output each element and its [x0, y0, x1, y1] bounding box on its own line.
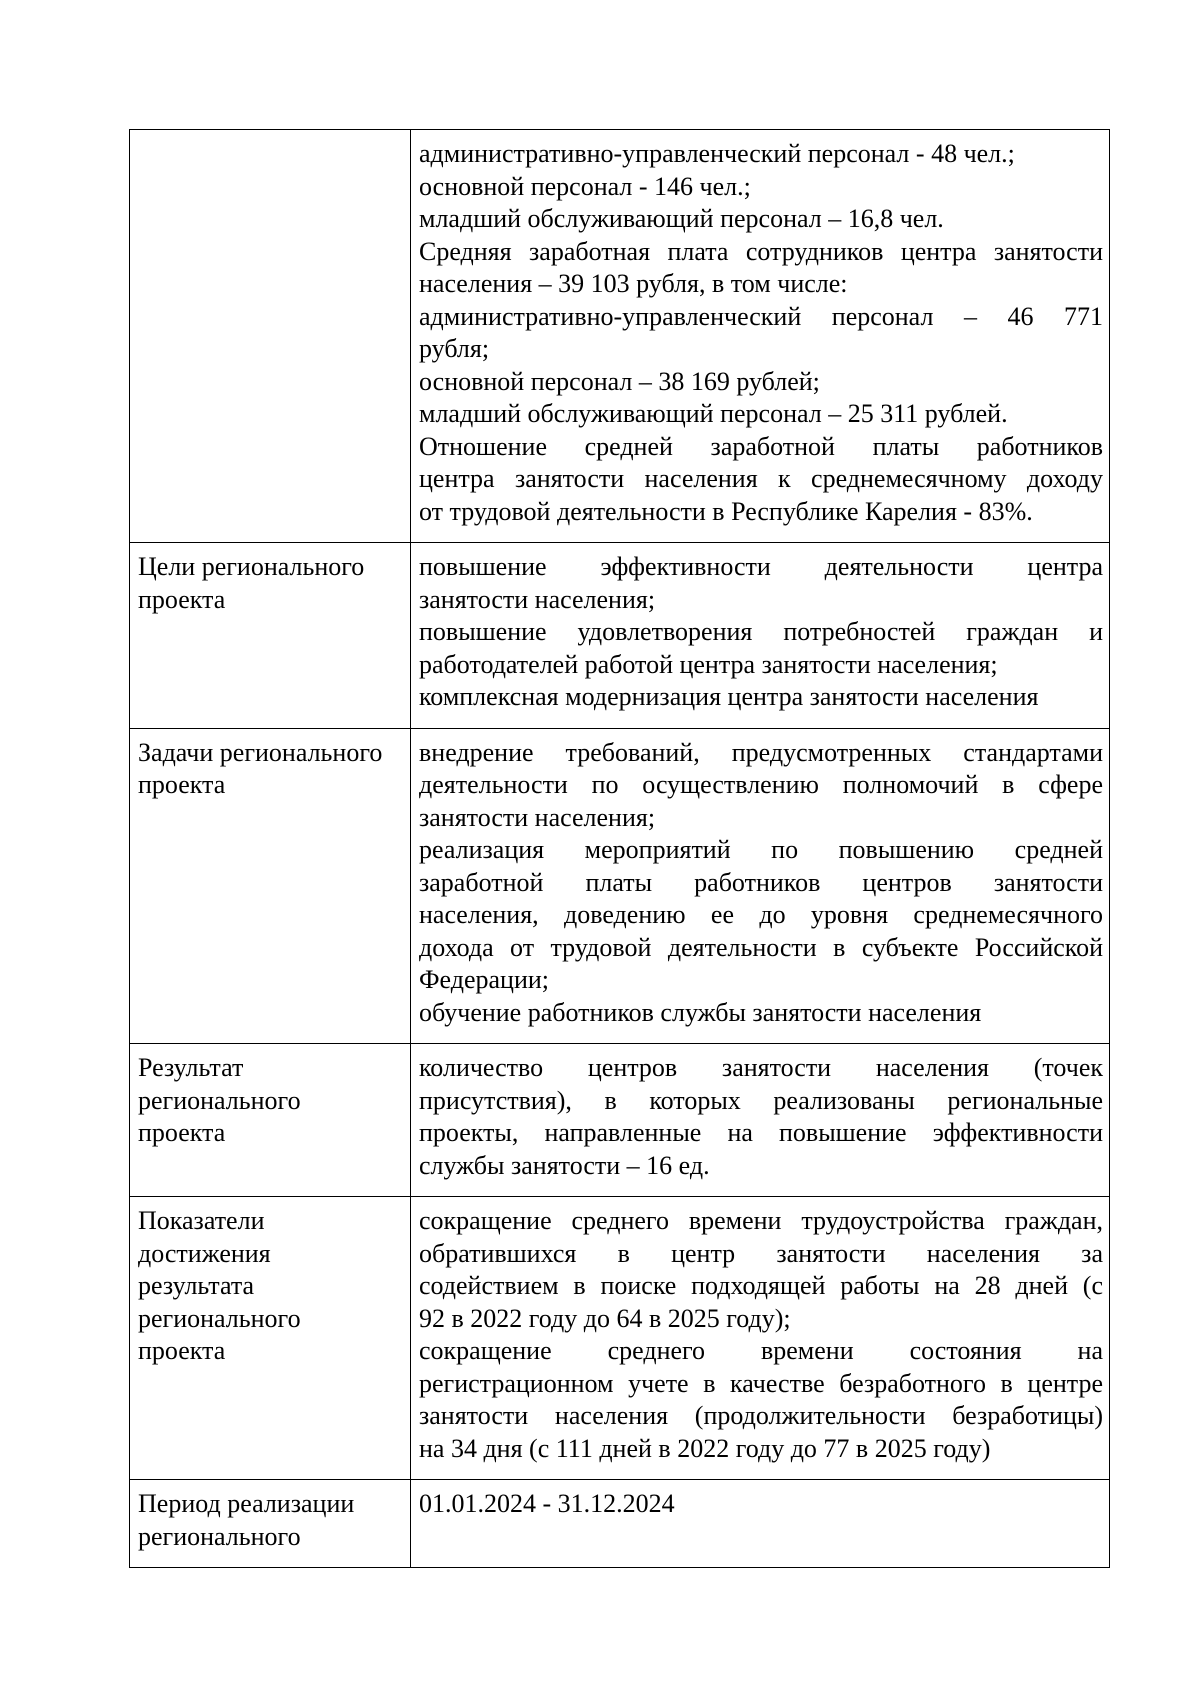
row-content-line: регистрационном учете в качестве безработного в центре	[419, 1368, 1103, 1398]
row-content-cell	[411, 1044, 1110, 1197]
row-content-cell	[411, 728, 1110, 1044]
row-content-line: службы занятости – 16 ед.	[419, 1150, 710, 1180]
row-content-line: проекты, направленные на повышение эффективности	[419, 1118, 1103, 1147]
project-passport-table	[129, 129, 1110, 1568]
row-content-line: 01.01.2024 - 31.12.2024	[419, 1489, 675, 1518]
row-content-line: реализация мероприятий по повышению средней	[419, 835, 1103, 864]
row-content-line: Федерации;	[419, 965, 550, 994]
row-content-line: работодателей работой центра занятости населения;	[419, 649, 998, 679]
row-content-line: обучение работников службы занятости населения	[419, 997, 982, 1027]
row-content-line: от трудовой деятельности в Республике Карелия - 83%.	[419, 496, 1033, 526]
row-content-line: младший обслуживающий персонал – 25 311 рублей.	[419, 399, 1008, 428]
table-row	[130, 130, 1110, 543]
row-content-line: населения, доведению ее до уровня среднемесячного	[419, 900, 1103, 929]
row-content-line: количество центров занятости населения (точек	[419, 1053, 1103, 1082]
table-row	[130, 728, 1110, 1044]
table-row	[130, 543, 1110, 729]
row-content-line: сокращение среднего времени состояния на	[419, 1336, 1103, 1365]
row-label-cell	[130, 1044, 411, 1197]
row-content-line: внедрение требований, предусмотренных стандартами	[419, 737, 1103, 767]
row-label-line: проекта	[138, 584, 226, 614]
row-content-line: присутствия), в которых реализованы региональные	[419, 1085, 1103, 1115]
row-content-line: заработной платы работников центров занятости	[419, 867, 1103, 897]
row-content-cell	[411, 1197, 1110, 1480]
row-content-cell	[411, 130, 1110, 543]
table-row	[130, 1044, 1110, 1197]
row-content-line: Средняя заработная плата сотрудников центра занятости	[419, 236, 1103, 266]
row-content-line: комплексная модернизация центра занятости населения	[419, 682, 1039, 711]
row-label-cell	[130, 1480, 411, 1568]
row-content-line: обратившихся в центр занятости населения за	[419, 1238, 1103, 1268]
row-content-line: содействием в поиске подходящей работы на 28 дней (с	[419, 1271, 1103, 1300]
row-content-line: рубля;	[419, 334, 490, 363]
row-label-line: проекта	[138, 770, 226, 799]
row-label-cell	[130, 1197, 411, 1480]
row-label-cell	[130, 130, 411, 543]
row-label-line: регионального	[138, 1521, 301, 1551]
row-content-line: дохода от трудовой деятельности в субъекте Российской	[419, 932, 1103, 962]
row-label-line: проекта	[138, 1118, 226, 1147]
row-content-line: основной персонал – 38 169 рублей;	[419, 366, 820, 396]
row-label-line: достижения	[138, 1238, 271, 1268]
row-label-line: проекта	[138, 1336, 226, 1365]
row-label-line: результата	[138, 1271, 255, 1300]
row-label-line: Показатели	[138, 1206, 265, 1235]
row-content-line: на 34 дня (с 111 дней в 2022 году до 77 в 2025 году)	[419, 1433, 991, 1463]
row-label-line: регионального	[138, 1085, 301, 1115]
row-content-line: 92 в 2022 году до 64 в 2025 году);	[419, 1303, 791, 1333]
table-row	[130, 1480, 1110, 1568]
row-label-line: Результат	[138, 1053, 244, 1082]
row-content-cell	[411, 543, 1110, 729]
row-label-line: Цели регионального	[138, 552, 365, 581]
table-row	[130, 1197, 1110, 1480]
row-content-line: центра занятости населения к среднемесячному доходу	[419, 464, 1103, 493]
row-content-line: занятости населения (продолжительности безработицы)	[419, 1401, 1103, 1430]
row-label-line: Задачи регионального	[138, 737, 383, 767]
row-content-line: Отношение средней заработной платы работников	[419, 431, 1103, 461]
row-content-line: младший обслуживающий персонал – 16,8 чел.	[419, 204, 944, 233]
row-content-cell	[411, 1480, 1110, 1568]
row-label-line: Период реализации	[138, 1489, 355, 1518]
row-content-line: деятельности по осуществлению полномочий в сфере	[419, 770, 1103, 799]
row-label-line: регионального	[138, 1303, 301, 1333]
row-label-cell	[130, 728, 411, 1044]
row-content-line: занятости населения;	[419, 584, 656, 614]
row-content-line: сокращение среднего времени трудоустройства граждан,	[419, 1206, 1103, 1235]
table-body	[130, 130, 1110, 1568]
row-content-line: административно-управленческий персонал – 46 771	[419, 301, 1103, 331]
row-content-line: населения – 39 103 рубля, в том числе:	[419, 269, 848, 298]
row-content-line: повышение удовлетворения потребностей граждан и	[419, 617, 1103, 646]
row-content-line: административно-управленческий персонал - 48 чел.;	[419, 139, 1015, 168]
row-content-line: занятости населения;	[419, 802, 656, 832]
row-label-cell	[130, 543, 411, 729]
row-content-line: повышение эффективности деятельности центра	[419, 552, 1103, 581]
row-content-line: основной персонал - 146 чел.;	[419, 171, 751, 201]
